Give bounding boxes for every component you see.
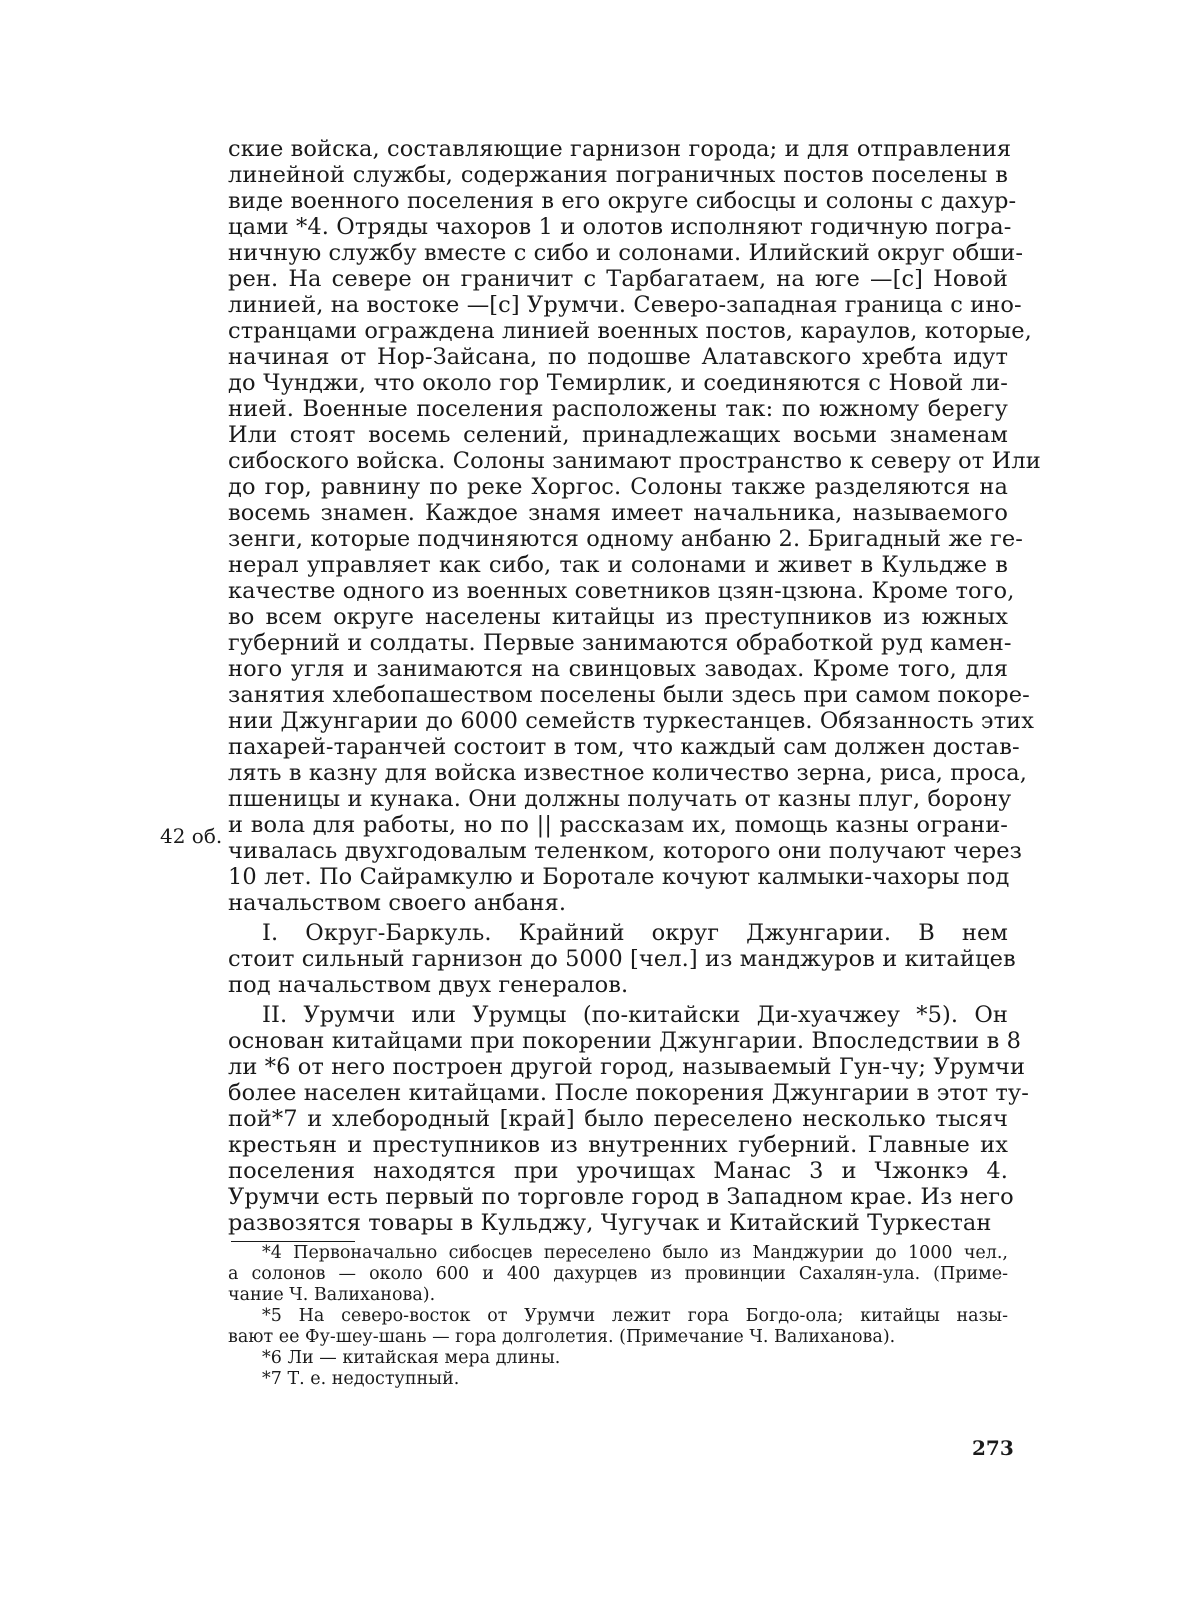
main-text [228, 136, 1041, 1236]
text-line: более населен китайцами. После покорения Джунгарии в этот ту- [228, 1080, 1029, 1106]
text-line: виде военного поселения в его округе сибосцы и солоны с дахур- [228, 188, 1017, 214]
text-line: поселения находятся при урочищах Манас 3 и Чжонкэ 4. [228, 1158, 1008, 1184]
text-line: ли *6 от него построен другой город, называемый Гун-чу; Урумчи [228, 1054, 1026, 1080]
text-line: пой*7 и хлебородный [край] было переселено несколько тысяч [228, 1106, 1008, 1132]
text-line: линейной службы, содержания пограничных постов поселены в [228, 162, 1008, 188]
text-line: чивалась двухгодовалым теленком, которого они получают через [228, 838, 1023, 864]
text-line: основан китайцами при покорении Джунгарии. Впоследствии в 8 [228, 1028, 1022, 1054]
text-line: нерал управляет как сибо, так и солонами и живет в Кульдже в [228, 552, 1008, 578]
margin-folio-note: 42 об. [160, 824, 223, 848]
footnote-line: *7 Т. е. недоступный. [262, 1369, 460, 1389]
text-line: нией. Военные поселения расположены так: по южному берегу [228, 396, 1008, 422]
text-line: развозятся товары в Кульджу, Чугучак и Китайский Туркестан [228, 1210, 992, 1236]
text-line: сибоского войска. Солоны занимают пространство к северу от Или [228, 448, 1041, 474]
text-line: цами *4. Отряды чахоров 1 и олотов исполняют годичную погра- [228, 214, 1012, 240]
text-line: во всем округе населены китайцы из преступников из южных [228, 604, 1008, 630]
text-line: странцами ограждена линией военных постов, караулов, которые, [228, 318, 1032, 344]
text-line: крестьян и преступников из внутренних губерний. Главные их [228, 1132, 1008, 1158]
text-line: ничную службу вместе с сибо и солонами. Илийский округ обши- [228, 240, 1024, 266]
page-number: 273 [972, 1436, 1014, 1460]
text-line: под начальством двух генералов. [228, 972, 629, 998]
section-heading-barkul: I. Округ-Баркуль. Крайний округ Джунгарии. В нем [262, 920, 1008, 946]
text-line: рен. На севере он граничит с Тарбагатаем, на юге —[с] Новой [228, 266, 1008, 292]
footnote-line: чание Ч. Валиханова). [228, 1285, 436, 1305]
text-line: нии Джунгарии до 6000 семейств туркестанцев. Обязанность этих [228, 708, 1035, 734]
footnote-line: *4 Первоначально сибосцев переселено было из Манджурии до 1000 чел., [262, 1243, 1008, 1263]
text-line: начиная от Нор-Зайсана, по подошве Алатавского хребта идут [228, 344, 1008, 370]
footnote-line: *5 На северо-восток от Урумчи лежит гора Богдо-ола; китайцы назы- [262, 1306, 1008, 1326]
footnote-divider [231, 1241, 355, 1242]
text-line: пахарей-таранчей состоит в том, что каждый сам должен достав- [228, 734, 1020, 760]
text-line: пшеницы и кунака. Они должны получать от казны плуг, борону [228, 786, 1012, 812]
text-line: и вола для работы, но по || рассказам их, помощь казны ограни- [228, 812, 1008, 838]
text-line: начальством своего анбаня. [228, 890, 567, 916]
text-line: ские войска, составляющие гарнизон города; и для отправления [228, 136, 1012, 162]
text-line: занятия хлебопашеством поселены были здесь при самом покоре- [228, 682, 1030, 708]
footnote-line: *6 Ли — китайская мера длины. [262, 1348, 561, 1368]
text-line: 10 лет. По Сайрамкулю и Боротале кочуют калмыки-чахоры под [228, 864, 1010, 890]
text-line: качестве одного из военных советников цзян-цзюна. Кроме того, [228, 578, 1015, 604]
footnote-line: вают ее Фу-шеу-шань — гора долголетия. (Примечание Ч. Валиханова). [228, 1327, 896, 1347]
text-line: Или стоят восемь селений, принадлежащих восьми знаменам [228, 422, 1008, 448]
section-heading-urumchi: II. Урумчи или Урумцы (по-китайски Ди-хуачжеу *5). Он [262, 1002, 1008, 1028]
text-line: зенги, которые подчиняются одному анбаню 2. Бригадный же ге- [228, 526, 1023, 552]
text-line: стоит сильный гарнизон до 5000 [чел.] из манджуров и китайцев [228, 946, 1016, 972]
text-line: губерний и солдаты. Первые занимаются обработкой руд камен- [228, 630, 1012, 656]
text-line: Урумчи есть первый по торговле город в Западном крае. Из него [228, 1184, 1014, 1210]
footnotes [228, 1243, 1008, 1390]
text-line: восемь знамен. Каждое знамя имеет начальника, называемого [228, 500, 1008, 526]
text-line: ного угля и занимаются на свинцовых заводах. Кроме того, для [228, 656, 1008, 682]
text-line: до Чунджи, что около гор Темирлик, и соединяются с Новой ли- [228, 370, 1008, 396]
footnote-line: а солонов — около 600 и 400 дахурцев из провинции Сахалян-ула. (Приме- [228, 1264, 1008, 1284]
text-line: до гор, равнину по реке Хоргос. Солоны также разделяются на [228, 474, 1008, 500]
text-line: линией, на востоке —[с] Урумчи. Северо-западная граница с ино- [228, 292, 1022, 318]
text-line: лять в казну для войска известное количество зерна, риса, проса, [228, 760, 1027, 786]
